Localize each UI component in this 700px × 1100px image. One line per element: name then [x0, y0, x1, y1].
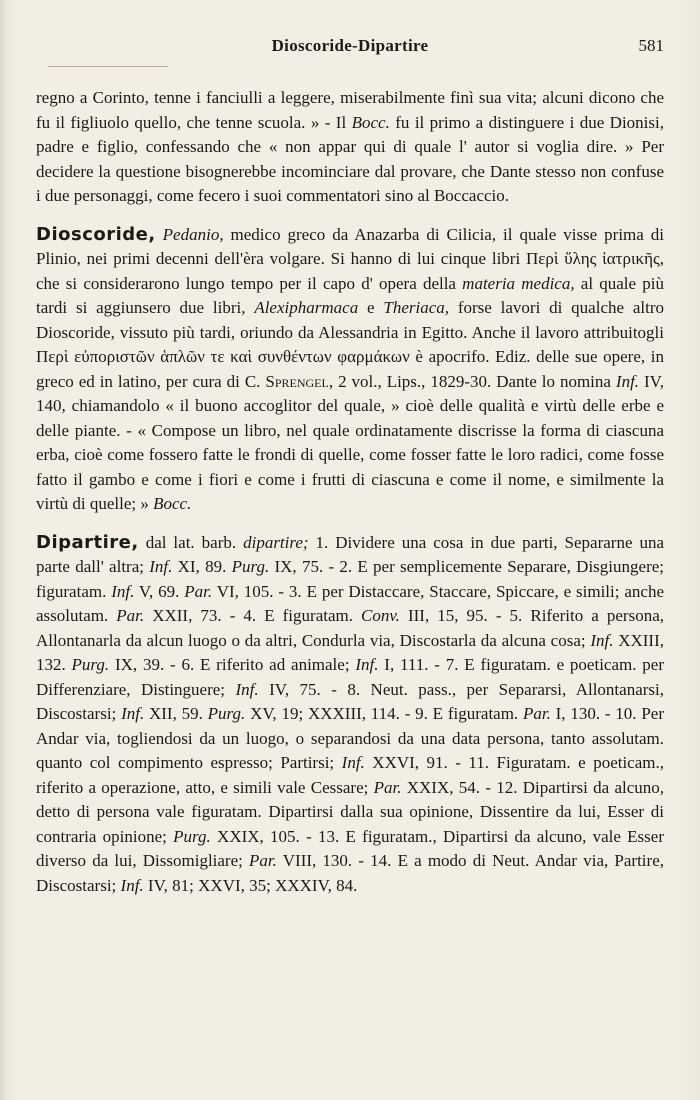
- entry-text: V, 69.: [134, 581, 185, 601]
- entry-text: XXII, 73. - 4. E figuratam.: [144, 606, 362, 625]
- header-rule: [48, 66, 168, 67]
- citation-abbrev: Par.: [116, 606, 145, 625]
- citation-abbrev: Par.: [373, 777, 402, 797]
- entry-text: XV, 19; XXXIII, 114. - 9. E figuratam.: [245, 704, 523, 723]
- citation-abbrev: Purg.: [71, 655, 110, 674]
- citation-abbrev: Purg.: [207, 704, 246, 723]
- citation-abbrev: Inf.: [121, 704, 145, 723]
- entry-dipartire: [36, 531, 664, 899]
- entry-text: IX, 75. - 2. E per semplicemente Separare, Disgiungere; figuratam.: [36, 557, 664, 601]
- entry-text: XI, 89.: [172, 557, 232, 576]
- entry-body: [36, 533, 664, 895]
- entry-text: I, 111. - 7. E figuratam. e poeticam. per Differenziare, Distinguere;: [36, 655, 664, 699]
- entry-text: XXIII, 132.: [36, 630, 664, 674]
- citation-abbrev: Par.: [249, 851, 277, 870]
- entry-text: IV, 81; XXVI, 35; XXXIV, 84.: [143, 875, 358, 895]
- citation-abbrev: dipartire;: [243, 532, 309, 552]
- citation-abbrev: Par.: [522, 704, 551, 723]
- entry-text: III, 15, 95. - 5. Riferito a persona, Allontanarla da alcun luogo o da altri, Condurla via, Discostarla da alcuna cosa;: [36, 606, 664, 650]
- entry-dioscoride: Dioscoride, Pedanio, medico greco da Anazarba di Cilicia, il quale visse prima di Plinio, nei primi decenni dell'èra volgare. Si hanno di lui cinque libri Περὶ ὕλης ἰατρικῆς, che si considerarono lungo tempo per il capo d' opera della materia medica, al quale più tardi si aggiunsero due libri, Alexipharmaca e Theriaca, forse lavori di qualche altro Dioscoride, vissuto più tardi, oriundo da Alessandria in Egitto. Anche il lavoro attribuitogli Περὶ εὐποριστῶν ἁπλῶν τε καὶ συνθέντων φαρμάκων è apocrifo. Ediz. delle sue opere, in greco ed in latino, per cura di C. Sprengel, 2 vol., Lips., 1829-30. Dante lo nomina Inf. IV, 140, chiamandolo « il buono accoglitor del quale, » cioè delle qualità e virtù delle erbe e delle piante. - « Compose un libro, nel quale ordinatamente discrisse la forma di ciascuna erba, cioè come fossero fatte le frondi di quelle, come fosser fatte le loro radici, come fosse fatto il gambo e come i fiori e come i frutti di ciascuna e come il nome, e similmente la virtù di quelle; » Bocc.: [36, 223, 665, 513]
- citation-abbrev: Purg.: [173, 826, 211, 846]
- citation-abbrev: Conv.: [361, 606, 400, 625]
- entry-text: VIII, 130. - 14. E a modo di Neut. Andar via, Partire, Discostarsi;: [36, 851, 664, 895]
- citation-abbrev: Purg.: [231, 557, 270, 576]
- paragraph-continuation: regno a Corinto, tenne i fanciulli a leggere, miserabilmente finì sua vita; alcuni dicono che fu il figliuolo quello, che tenne scuola. » - Il Bocc. fu il primo a distinguere i due Dionisi, padre e figlio, confessando che « non appar qui di quale l' autor si voglia dire. » Per decidere la questione bisognerebbe incominciare dal provare, che Dante stesso non confuse i due personaggi, come fecero i suoi commentatori sino al Boccaccio.: [36, 88, 664, 205]
- entry-text: XXIX, 54. - 12. Dipartirsi da alcuno, detto di persona vale figuratam. Dipartirsi dalla sua opinione, Dissentire da lui, Esser di contraria opinione;: [36, 777, 665, 846]
- entry-text: VI, 105. - 3. E per Distaccare, Staccare, Spiccare, e simili; anche assolutam.: [36, 581, 664, 625]
- headword-dipartire: Dipartire,: [36, 531, 139, 553]
- dictionary-text: [36, 86, 664, 912]
- headword-dioscoride: Dioscoride,: [36, 223, 156, 245]
- citation-abbrev: Inf.: [341, 753, 365, 772]
- page-number: 581: [638, 36, 664, 55]
- entry-text: dal lat. barb.: [138, 532, 244, 552]
- citation-abbrev: Inf.: [111, 581, 135, 601]
- citation-abbrev: Inf.: [590, 630, 614, 650]
- entry-text: XII, 59.: [144, 704, 208, 723]
- citation-abbrev: Inf.: [149, 557, 173, 576]
- citation-abbrev: Par.: [184, 581, 213, 601]
- entry-text: XXIX, 105. - 13. E figuratam., Dipartirsi da alcuno, vale Esser diverso da lui, Dissomigliare;: [36, 826, 664, 870]
- citation-abbrev: Inf.: [235, 679, 259, 699]
- entry-text: 1. Dividere una cosa in due parti, Separarne una parte dall' altra;: [36, 532, 665, 576]
- citation-abbrev: Inf.: [120, 875, 144, 895]
- entry-text: I, 130. - 10. Per Andar via, togliendosi da un luogo, o separandosi da una data persona, tanto assolutam. quanto col compimento espresso; Partirsi;: [36, 704, 664, 772]
- entry-text: XXVI, 91. - 11. Figuratam. e poeticam., riferito a operazione, atto, e simili vale Cessare;: [36, 753, 665, 797]
- citation-abbrev: Inf.: [355, 655, 379, 674]
- entry-text: IX, 39. - 6. E riferito ad animale;: [109, 655, 356, 674]
- entry-text: IV, 75. - 8. Neut. pass., per Separarsi, Allontanarsi, Discostarsi;: [36, 679, 664, 723]
- running-head: Dioscoride-Dipartire: [271, 36, 429, 55]
- page-header: [36, 36, 664, 66]
